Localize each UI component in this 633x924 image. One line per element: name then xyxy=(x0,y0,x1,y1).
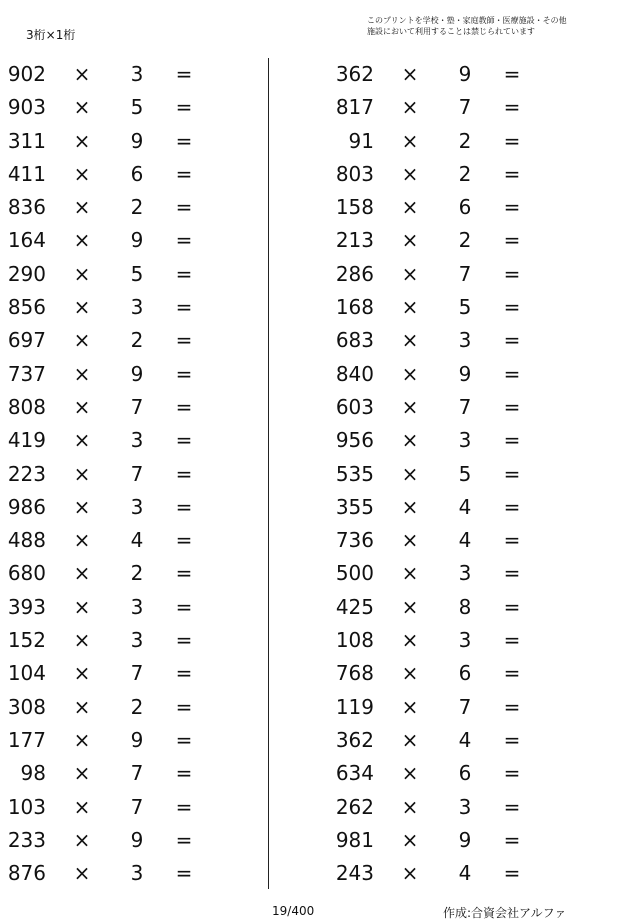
problem-row xyxy=(328,158,588,191)
equals-sign: = xyxy=(503,161,521,186)
problem-row xyxy=(328,58,588,91)
problem-row xyxy=(0,224,260,257)
times-sign: × xyxy=(73,528,91,553)
multiplier: 4 xyxy=(458,727,472,752)
equals-sign: = xyxy=(503,561,521,586)
times-sign: × xyxy=(401,128,419,153)
problem-row xyxy=(0,158,260,191)
multiplicand: 286 xyxy=(335,261,374,286)
multiplier: 5 xyxy=(458,461,472,486)
equals-sign: = xyxy=(175,95,193,120)
times-sign: × xyxy=(401,328,419,353)
times-sign: × xyxy=(401,95,419,120)
multiplicand: 634 xyxy=(335,761,374,786)
multiplicand: 986 xyxy=(7,494,46,519)
problem-row xyxy=(0,857,260,890)
multiplier: 2 xyxy=(458,228,472,253)
multiplicand: 419 xyxy=(7,428,46,453)
usage-notice-line: 施設において利用することは禁じられています xyxy=(367,27,535,36)
multiplier: 7 xyxy=(130,661,144,686)
multiplier: 7 xyxy=(130,461,144,486)
equals-sign: = xyxy=(503,594,521,619)
equals-sign: = xyxy=(503,794,521,819)
problem-row xyxy=(328,724,588,757)
equals-sign: = xyxy=(503,861,521,886)
multiplicand: 808 xyxy=(7,394,46,419)
multiplicand: 213 xyxy=(335,228,374,253)
equals-sign: = xyxy=(175,861,193,886)
page-number: 19/400 xyxy=(272,904,315,918)
problem-row xyxy=(0,458,260,491)
problem-row xyxy=(328,757,588,790)
multiplier: 4 xyxy=(130,528,144,553)
multiplicand: 168 xyxy=(335,295,374,320)
multiplier: 3 xyxy=(130,594,144,619)
times-sign: × xyxy=(401,528,419,553)
equals-sign: = xyxy=(175,594,193,619)
problem-row xyxy=(0,657,260,690)
equals-sign: = xyxy=(175,628,193,653)
problem-row xyxy=(328,291,588,324)
multiplier: 2 xyxy=(458,128,472,153)
times-sign: × xyxy=(73,494,91,519)
multiplier: 5 xyxy=(130,261,144,286)
equals-sign: = xyxy=(503,295,521,320)
usage-notice xyxy=(367,15,617,37)
equals-sign: = xyxy=(503,694,521,719)
problem-row xyxy=(328,125,588,158)
publisher-credit: 作成:合資会社アルファ xyxy=(443,906,567,920)
times-sign: × xyxy=(401,494,419,519)
multiplier: 3 xyxy=(458,428,472,453)
problem-row xyxy=(328,557,588,590)
multiplier: 9 xyxy=(130,827,144,852)
equals-sign: = xyxy=(503,661,521,686)
multiplier: 8 xyxy=(458,594,472,619)
problem-row xyxy=(328,458,588,491)
multiplier: 2 xyxy=(130,328,144,353)
problem-row xyxy=(0,624,260,657)
multiplicand: 876 xyxy=(7,861,46,886)
problem-row xyxy=(0,724,260,757)
multiplicand: 223 xyxy=(7,461,46,486)
problem-row xyxy=(0,91,260,124)
times-sign: × xyxy=(73,861,91,886)
times-sign: × xyxy=(73,461,91,486)
equals-sign: = xyxy=(175,361,193,386)
times-sign: × xyxy=(73,694,91,719)
multiplicand: 856 xyxy=(7,295,46,320)
equals-sign: = xyxy=(175,428,193,453)
multiplicand: 362 xyxy=(335,62,374,86)
multiplier: 2 xyxy=(130,694,144,719)
problem-row xyxy=(0,491,260,524)
multiplier: 4 xyxy=(458,861,472,886)
multiplier: 3 xyxy=(458,328,472,353)
multiplicand: 152 xyxy=(7,628,46,653)
equals-sign: = xyxy=(175,228,193,253)
problem-row xyxy=(0,824,260,857)
multiplier: 7 xyxy=(130,761,144,786)
multiplier: 3 xyxy=(130,62,144,86)
equals-sign: = xyxy=(175,461,193,486)
times-sign: × xyxy=(401,261,419,286)
problem-row xyxy=(328,591,588,624)
equals-sign: = xyxy=(175,328,193,353)
equals-sign: = xyxy=(175,295,193,320)
problem-row xyxy=(0,58,260,91)
multiplier: 5 xyxy=(130,95,144,120)
multiplicand: 104 xyxy=(7,661,46,686)
worksheet-title: 3桁×1桁 xyxy=(26,28,76,42)
problem-row xyxy=(328,358,588,391)
multiplicand: 355 xyxy=(335,494,374,519)
problem-row xyxy=(328,224,588,257)
problem-column-left xyxy=(0,58,260,890)
equals-sign: = xyxy=(175,161,193,186)
multiplicand: 902 xyxy=(7,62,46,86)
multiplier: 7 xyxy=(458,694,472,719)
equals-sign: = xyxy=(175,827,193,852)
multiplicand: 768 xyxy=(335,661,374,686)
problem-row xyxy=(328,191,588,224)
equals-sign: = xyxy=(503,95,521,120)
multiplicand: 393 xyxy=(7,594,46,619)
problem-row xyxy=(0,557,260,590)
equals-sign: = xyxy=(175,661,193,686)
column-divider xyxy=(268,58,269,889)
multiplier: 3 xyxy=(130,861,144,886)
times-sign: × xyxy=(73,261,91,286)
equals-sign: = xyxy=(503,62,521,86)
multiplicand: 736 xyxy=(335,528,374,553)
times-sign: × xyxy=(401,794,419,819)
multiplier: 6 xyxy=(458,661,472,686)
equals-sign: = xyxy=(175,694,193,719)
problem-column-right xyxy=(328,58,588,890)
times-sign: × xyxy=(401,62,419,86)
multiplicand: 903 xyxy=(7,95,46,120)
multiplicand: 311 xyxy=(7,128,46,153)
multiplier: 7 xyxy=(458,95,472,120)
times-sign: × xyxy=(401,661,419,686)
times-sign: × xyxy=(73,195,91,220)
equals-sign: = xyxy=(175,261,193,286)
times-sign: × xyxy=(401,228,419,253)
multiplier: 9 xyxy=(458,361,472,386)
times-sign: × xyxy=(73,794,91,819)
times-sign: × xyxy=(73,361,91,386)
multiplier: 7 xyxy=(458,261,472,286)
problem-row xyxy=(328,424,588,457)
times-sign: × xyxy=(401,295,419,320)
times-sign: × xyxy=(73,95,91,120)
problem-row xyxy=(0,391,260,424)
times-sign: × xyxy=(401,694,419,719)
problem-row xyxy=(0,125,260,158)
multiplier: 9 xyxy=(130,128,144,153)
times-sign: × xyxy=(73,561,91,586)
times-sign: × xyxy=(73,228,91,253)
multiplier: 3 xyxy=(458,561,472,586)
times-sign: × xyxy=(73,661,91,686)
equals-sign: = xyxy=(503,628,521,653)
problem-row xyxy=(0,291,260,324)
times-sign: × xyxy=(73,727,91,752)
times-sign: × xyxy=(73,761,91,786)
multiplier: 3 xyxy=(130,494,144,519)
problem-row xyxy=(328,491,588,524)
multiplier: 3 xyxy=(130,428,144,453)
times-sign: × xyxy=(401,628,419,653)
times-sign: × xyxy=(73,628,91,653)
multiplier: 3 xyxy=(458,628,472,653)
multiplier: 2 xyxy=(130,561,144,586)
times-sign: × xyxy=(73,295,91,320)
equals-sign: = xyxy=(175,62,193,86)
multiplicand: 500 xyxy=(335,561,374,586)
multiplicand: 362 xyxy=(335,727,374,752)
multiplicand: 177 xyxy=(7,727,46,752)
problem-row xyxy=(0,358,260,391)
problem-row xyxy=(0,791,260,824)
multiplicand: 262 xyxy=(335,794,374,819)
multiplier: 4 xyxy=(458,494,472,519)
multiplicand: 103 xyxy=(7,794,46,819)
equals-sign: = xyxy=(175,195,193,220)
equals-sign: = xyxy=(503,128,521,153)
multiplicand: 817 xyxy=(335,95,374,120)
multiplier: 9 xyxy=(458,62,472,86)
multiplicand: 91 xyxy=(348,128,374,153)
multiplier: 7 xyxy=(130,794,144,819)
problem-row xyxy=(328,857,588,890)
times-sign: × xyxy=(73,62,91,86)
times-sign: × xyxy=(401,361,419,386)
times-sign: × xyxy=(401,727,419,752)
problem-row xyxy=(0,757,260,790)
multiplier: 2 xyxy=(130,195,144,220)
multiplicand: 425 xyxy=(335,594,374,619)
problem-row xyxy=(0,324,260,357)
multiplicand: 158 xyxy=(335,195,374,220)
multiplicand: 290 xyxy=(7,261,46,286)
equals-sign: = xyxy=(503,461,521,486)
times-sign: × xyxy=(73,428,91,453)
problem-row xyxy=(328,324,588,357)
problem-row xyxy=(328,391,588,424)
problem-row xyxy=(328,91,588,124)
multiplicand: 98 xyxy=(20,761,46,786)
multiplicand: 956 xyxy=(335,428,374,453)
equals-sign: = xyxy=(503,228,521,253)
times-sign: × xyxy=(73,394,91,419)
problem-row xyxy=(328,657,588,690)
multiplicand: 981 xyxy=(335,827,374,852)
equals-sign: = xyxy=(175,394,193,419)
multiplier: 6 xyxy=(458,761,472,786)
usage-notice-line: このプリントを学校・塾・家庭教師・医療施設・その他 xyxy=(367,16,567,25)
equals-sign: = xyxy=(503,394,521,419)
times-sign: × xyxy=(401,161,419,186)
multiplicand: 535 xyxy=(335,461,374,486)
times-sign: × xyxy=(401,461,419,486)
problem-row xyxy=(0,691,260,724)
problem-row xyxy=(328,524,588,557)
equals-sign: = xyxy=(175,528,193,553)
equals-sign: = xyxy=(503,428,521,453)
multiplier: 4 xyxy=(458,528,472,553)
multiplicand: 488 xyxy=(7,528,46,553)
equals-sign: = xyxy=(503,727,521,752)
multiplicand: 108 xyxy=(335,628,374,653)
multiplicand: 243 xyxy=(335,861,374,886)
multiplicand: 680 xyxy=(7,561,46,586)
multiplicand: 119 xyxy=(335,694,374,719)
equals-sign: = xyxy=(503,827,521,852)
equals-sign: = xyxy=(503,528,521,553)
multiplicand: 233 xyxy=(7,827,46,852)
multiplier: 7 xyxy=(130,394,144,419)
multiplier: 9 xyxy=(130,228,144,253)
times-sign: × xyxy=(73,827,91,852)
times-sign: × xyxy=(401,428,419,453)
multiplier: 3 xyxy=(130,295,144,320)
problem-row xyxy=(328,624,588,657)
multiplier: 3 xyxy=(130,628,144,653)
problem-row xyxy=(0,524,260,557)
problem-row xyxy=(328,691,588,724)
multiplier: 3 xyxy=(458,794,472,819)
multiplicand: 803 xyxy=(335,161,374,186)
multiplier: 9 xyxy=(130,361,144,386)
problem-row xyxy=(328,791,588,824)
problem-row xyxy=(328,258,588,291)
multiplicand: 840 xyxy=(335,361,374,386)
equals-sign: = xyxy=(175,494,193,519)
problem-row xyxy=(0,424,260,457)
problem-row xyxy=(0,258,260,291)
times-sign: × xyxy=(73,328,91,353)
equals-sign: = xyxy=(175,794,193,819)
equals-sign: = xyxy=(175,128,193,153)
times-sign: × xyxy=(401,827,419,852)
multiplier: 9 xyxy=(458,827,472,852)
multiplicand: 164 xyxy=(7,228,46,253)
times-sign: × xyxy=(401,561,419,586)
multiplicand: 697 xyxy=(7,328,46,353)
equals-sign: = xyxy=(503,328,521,353)
problem-row xyxy=(328,824,588,857)
times-sign: × xyxy=(401,594,419,619)
problem-row xyxy=(0,591,260,624)
multiplier: 6 xyxy=(458,195,472,220)
multiplier: 2 xyxy=(458,161,472,186)
multiplier: 6 xyxy=(130,161,144,186)
equals-sign: = xyxy=(503,195,521,220)
times-sign: × xyxy=(73,128,91,153)
multiplicand: 836 xyxy=(7,195,46,220)
multiplier: 9 xyxy=(130,727,144,752)
equals-sign: = xyxy=(503,261,521,286)
times-sign: × xyxy=(401,761,419,786)
multiplicand: 737 xyxy=(7,361,46,386)
equals-sign: = xyxy=(175,727,193,752)
problem-row xyxy=(0,191,260,224)
equals-sign: = xyxy=(503,494,521,519)
multiplicand: 683 xyxy=(335,328,374,353)
times-sign: × xyxy=(401,195,419,220)
times-sign: × xyxy=(73,594,91,619)
equals-sign: = xyxy=(175,561,193,586)
equals-sign: = xyxy=(503,761,521,786)
multiplicand: 603 xyxy=(335,394,374,419)
multiplier: 5 xyxy=(458,295,472,320)
multiplicand: 308 xyxy=(7,694,46,719)
multiplier: 7 xyxy=(458,394,472,419)
times-sign: × xyxy=(73,161,91,186)
equals-sign: = xyxy=(175,761,193,786)
times-sign: × xyxy=(401,394,419,419)
times-sign: × xyxy=(401,861,419,886)
equals-sign: = xyxy=(503,361,521,386)
multiplicand: 411 xyxy=(7,161,46,186)
